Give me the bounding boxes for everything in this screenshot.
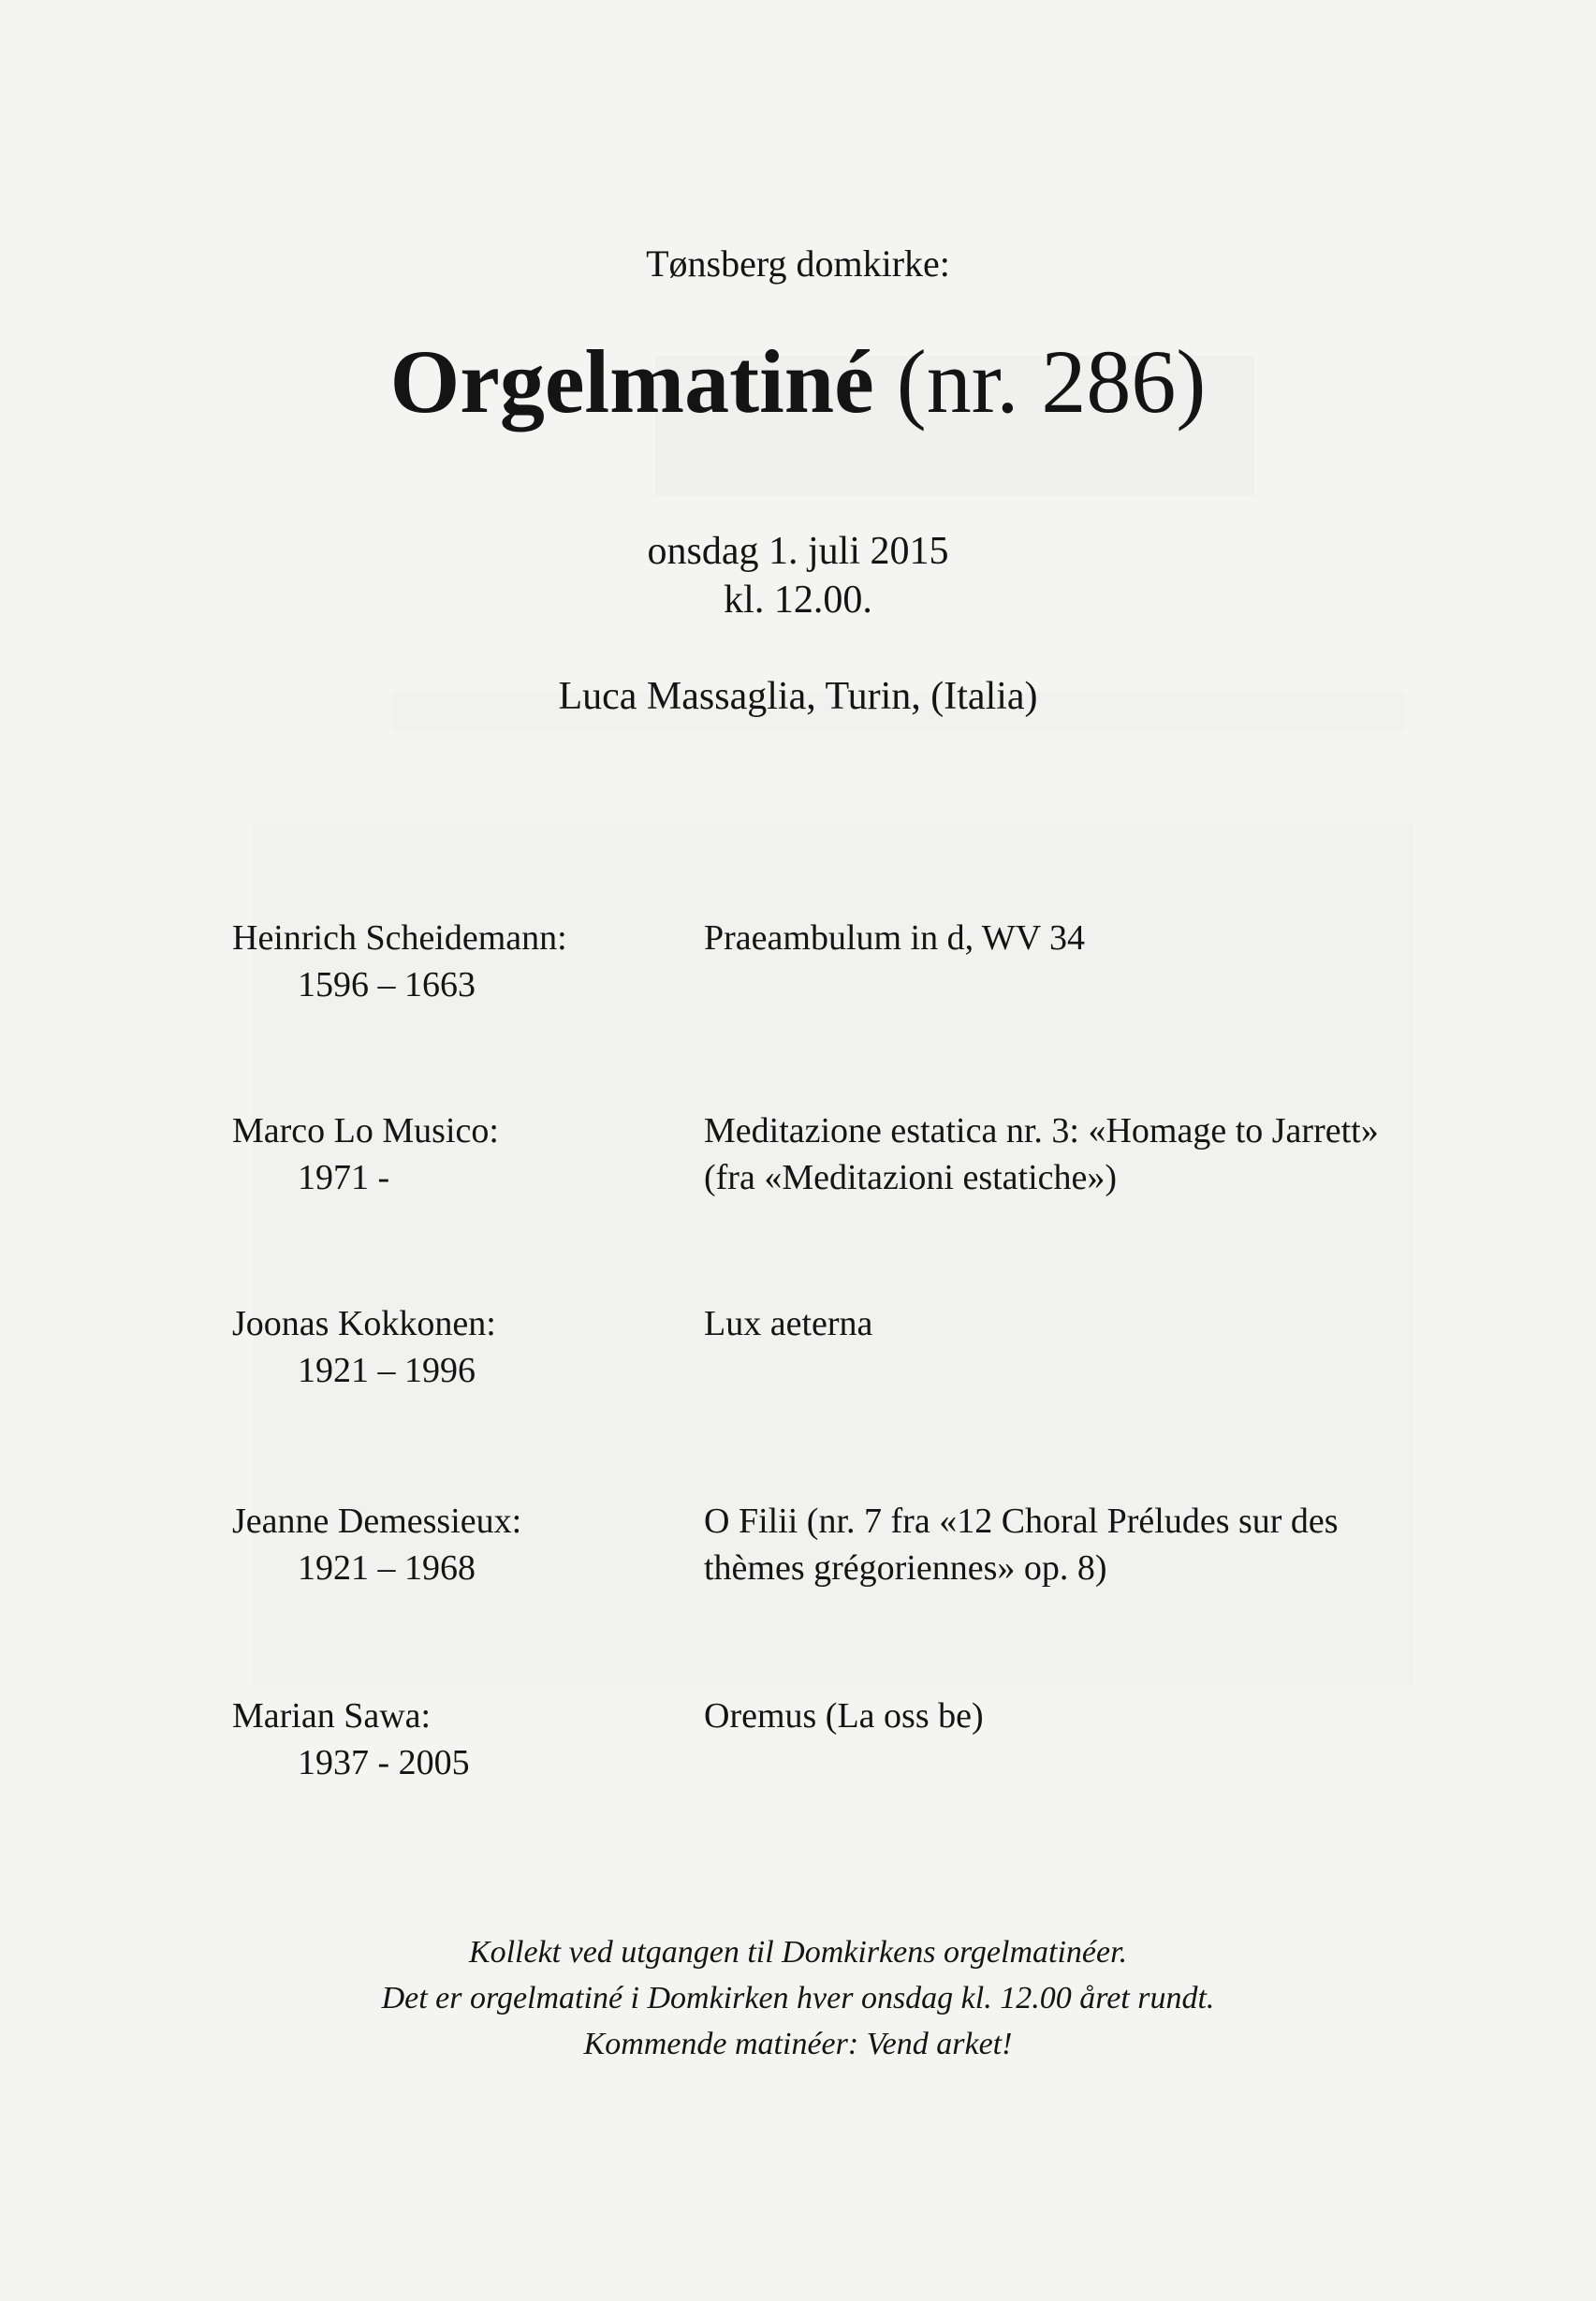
composer-years: 1921 – 1968 [298, 1548, 476, 1588]
composer-years: 1921 – 1996 [298, 1351, 476, 1390]
venue: Tønsberg domkirke: [646, 242, 950, 285]
composer-name: Heinrich Scheidemann: [232, 918, 567, 958]
work-title: Oremus (La oss be) [704, 1696, 984, 1736]
work-title: Praeambulum in d, WV 34 [704, 918, 1086, 958]
title-main: Orgelmatiné [389, 331, 874, 432]
composer-name: Marco Lo Musico: [232, 1111, 499, 1150]
footer-collection-note: Kollekt ved utgangen til Domkirkens orgelmatinéer. [468, 1935, 1128, 1970]
concert-date: onsdag 1. juli 2015 [647, 530, 949, 573]
composer-years: 1596 – 1663 [298, 965, 476, 1004]
page-title [0, 330, 1596, 433]
footer-schedule-note: Det er orgelmatiné i Domkirken hver onsdag kl. 12.00 året rundt. [381, 1981, 1215, 2015]
work-title: Lux aeterna [704, 1304, 873, 1343]
work-title: Meditazione estatica nr. 3: «Homage to Jarrett» (fra «Meditazioni estatiche») [704, 1111, 1379, 1197]
concert-time: kl. 12.00. [724, 579, 872, 622]
composer-name: Jeanne Demessieux: [232, 1502, 522, 1541]
composer-years: 1937 - 2005 [298, 1743, 470, 1782]
footer-turn-page-note: Kommende matinéer: Vend arket! [583, 2027, 1013, 2061]
work-title: O Filii (nr. 7 fra «12 Choral Préludes sur des thèmes grégoriennes» op. 8) [704, 1502, 1339, 1588]
composer-name: Marian Sawa: [232, 1696, 432, 1736]
composer-years: 1971 - [298, 1158, 390, 1197]
composer-name: Joonas Kokkonen: [232, 1304, 496, 1343]
performer: Luca Massaglia, Turin, (Italia) [558, 675, 1038, 718]
title-number: (nr. 286) [873, 331, 1207, 432]
